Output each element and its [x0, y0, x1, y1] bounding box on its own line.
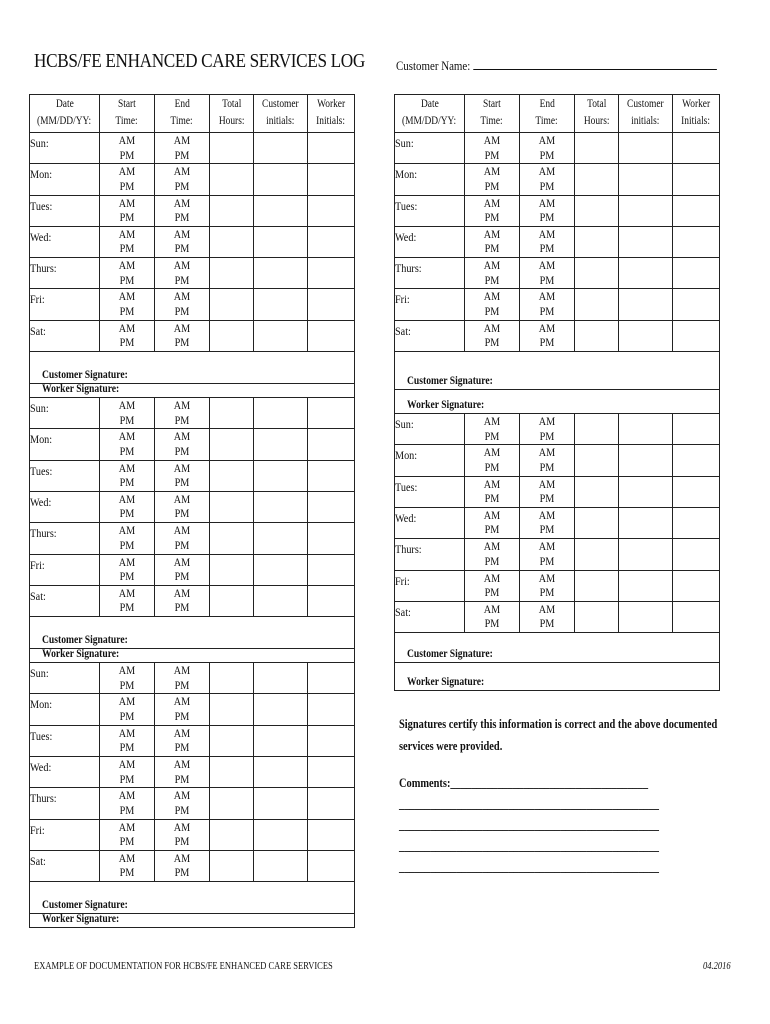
customer-initials-cell[interactable] [254, 663, 308, 694]
end-time-cell[interactable]: AM PM [520, 445, 575, 476]
header-end-time: End Time: [520, 95, 575, 133]
total-hours-cell[interactable] [575, 133, 619, 164]
start-time-cell[interactable]: AM PM [100, 258, 155, 289]
total-hours-cell[interactable] [210, 491, 254, 522]
day-cell[interactable]: Mon: [30, 164, 100, 195]
table-row [395, 570, 720, 601]
worker-initials-cell[interactable] [308, 850, 355, 881]
day-cell[interactable]: Sat: [395, 320, 465, 351]
customer-initials-cell[interactable] [254, 491, 308, 522]
end-time-cell[interactable]: AM PM [155, 819, 210, 850]
day-cell[interactable]: Tues: [395, 476, 465, 507]
customer-initials-cell[interactable] [254, 523, 308, 554]
end-time-cell[interactable]: AM PM [520, 476, 575, 507]
worker-initials-cell[interactable] [308, 398, 355, 429]
header-customer-initials: Customer initials: [254, 95, 308, 133]
day-cell[interactable]: Mon: [395, 445, 465, 476]
day-cell[interactable]: Mon: [30, 429, 100, 460]
start-time-cell[interactable]: AM PM [100, 289, 155, 320]
worker-initials-cell[interactable] [673, 320, 720, 351]
table-row [30, 429, 355, 460]
total-hours-cell[interactable] [210, 694, 254, 725]
start-time-cell[interactable]: AM PM [100, 460, 155, 491]
table-row [30, 554, 355, 585]
worker-initials-cell[interactable] [673, 133, 720, 164]
table-row [30, 523, 355, 554]
start-time-cell[interactable]: AM PM [100, 133, 155, 164]
start-time-cell[interactable]: AM PM [465, 320, 520, 351]
table-row [30, 819, 355, 850]
day-cell[interactable]: Thurs: [30, 523, 100, 554]
header-customer-initials: Customer initials: [619, 95, 673, 133]
customer-name-line[interactable] [473, 58, 717, 70]
worker-signature-field[interactable]: Worker Signature: [30, 384, 355, 398]
end-time-cell[interactable]: AM PM [155, 164, 210, 195]
customer-initials-cell[interactable] [619, 258, 673, 289]
start-time-cell[interactable]: AM PM [465, 164, 520, 195]
end-time-cell[interactable]: AM PM [520, 133, 575, 164]
worker-signature-field[interactable]: Worker Signature: [30, 914, 355, 928]
table-row [395, 539, 720, 570]
customer-signature-field[interactable]: Customer Signature: [30, 617, 355, 649]
worker-signature-field[interactable]: Worker Signature: [30, 649, 355, 663]
total-hours-cell[interactable] [575, 476, 619, 507]
start-time-cell[interactable]: AM PM [100, 788, 155, 819]
end-time-cell[interactable]: AM PM [155, 398, 210, 429]
header-worker-initials: Worker Initials: [673, 95, 720, 133]
total-hours-cell[interactable] [575, 258, 619, 289]
day-cell[interactable]: Sun: [395, 414, 465, 445]
start-time-cell[interactable]: AM PM [100, 850, 155, 881]
worker-initials-cell[interactable] [308, 585, 355, 616]
start-time-cell[interactable]: AM PM [465, 507, 520, 538]
header-date: Date (MM/DD/YY: [395, 95, 465, 133]
total-hours-cell[interactable] [210, 398, 254, 429]
customer-initials-cell[interactable] [619, 570, 673, 601]
day-cell[interactable]: Fri: [30, 554, 100, 585]
total-hours-cell[interactable] [575, 195, 619, 226]
log-table-right [394, 94, 720, 691]
table-row [395, 507, 720, 538]
customer-initials-cell[interactable] [254, 554, 308, 585]
table-row [30, 585, 355, 616]
end-time-cell[interactable]: AM PM [155, 850, 210, 881]
worker-initials-cell[interactable] [308, 523, 355, 554]
customer-initials-cell[interactable] [619, 195, 673, 226]
total-hours-cell[interactable] [210, 133, 254, 164]
worker-initials-cell[interactable] [673, 258, 720, 289]
start-time-cell[interactable]: AM PM [100, 491, 155, 522]
customer-initials-cell[interactable] [254, 725, 308, 756]
table-row [30, 460, 355, 491]
worker-initials-cell[interactable] [308, 819, 355, 850]
table-row [395, 226, 720, 257]
customer-initials-cell[interactable] [619, 164, 673, 195]
customer-initials-cell[interactable] [254, 585, 308, 616]
worker-initials-cell[interactable] [673, 289, 720, 320]
customer-initials-cell[interactable] [254, 195, 308, 226]
total-hours-cell[interactable] [210, 819, 254, 850]
total-hours-cell[interactable] [210, 850, 254, 881]
customer-initials-cell[interactable] [254, 133, 308, 164]
customer-initials-cell[interactable] [254, 289, 308, 320]
table-row [395, 320, 720, 351]
customer-name-field[interactable] [396, 58, 717, 74]
worker-initials-cell[interactable] [673, 601, 720, 632]
day-cell[interactable]: Mon: [30, 694, 100, 725]
customer-initials-cell[interactable] [254, 788, 308, 819]
end-time-cell[interactable]: AM PM [155, 460, 210, 491]
header-total-hours: Total Hours: [210, 95, 254, 133]
end-time-cell[interactable]: AM PM [520, 289, 575, 320]
day-cell[interactable]: Sun: [30, 133, 100, 164]
header-worker-initials: Worker Initials: [308, 95, 355, 133]
customer-initials-cell[interactable] [619, 289, 673, 320]
start-time-cell[interactable]: AM PM [465, 133, 520, 164]
total-hours-cell[interactable] [575, 570, 619, 601]
customer-initials-cell[interactable] [619, 414, 673, 445]
worker-signature-field[interactable]: Worker Signature: [395, 663, 720, 691]
worker-initials-cell[interactable] [308, 133, 355, 164]
table-row [30, 788, 355, 819]
customer-initials-cell[interactable] [254, 398, 308, 429]
total-hours-cell[interactable] [575, 507, 619, 538]
worker-initials-cell[interactable] [308, 460, 355, 491]
total-hours-cell[interactable] [210, 725, 254, 756]
worker-initials-cell[interactable] [308, 788, 355, 819]
total-hours-cell[interactable] [210, 289, 254, 320]
table-row [395, 601, 720, 632]
total-hours-cell[interactable] [210, 429, 254, 460]
end-time-cell[interactable]: AM PM [520, 414, 575, 445]
customer-name-label: Customer Name: [396, 58, 471, 73]
day-cell[interactable]: Tues: [30, 195, 100, 226]
worker-signature-field[interactable]: Worker Signature: [395, 390, 720, 414]
start-time-cell[interactable]: AM PM [100, 195, 155, 226]
total-hours-cell[interactable] [210, 663, 254, 694]
worker-initials-cell[interactable] [308, 554, 355, 585]
total-hours-cell[interactable] [575, 414, 619, 445]
table-row [30, 133, 355, 164]
customer-initials-cell[interactable] [619, 601, 673, 632]
worker-initials-cell[interactable] [673, 164, 720, 195]
customer-initials-cell[interactable] [619, 320, 673, 351]
end-time-cell[interactable]: AM PM [520, 226, 575, 257]
day-cell[interactable]: Wed: [395, 226, 465, 257]
table-row [395, 164, 720, 195]
end-time-cell[interactable]: AM PM [155, 289, 210, 320]
footer-caption: EXAMPLE OF DOCUMENTATION FOR HCBS/FE ENHANCED CARE SERVICES [34, 961, 333, 972]
table-row [30, 850, 355, 881]
start-time-cell[interactable]: AM PM [465, 289, 520, 320]
day-cell[interactable]: Tues: [395, 195, 465, 226]
customer-initials-cell[interactable] [254, 460, 308, 491]
day-cell[interactable]: Sat: [30, 850, 100, 881]
start-time-cell[interactable]: AM PM [100, 694, 155, 725]
table-row [395, 476, 720, 507]
start-time-cell[interactable]: AM PM [465, 476, 520, 507]
customer-initials-cell[interactable] [619, 445, 673, 476]
total-hours-cell[interactable] [210, 320, 254, 351]
total-hours-cell[interactable] [210, 788, 254, 819]
start-time-cell[interactable]: AM PM [100, 398, 155, 429]
worker-initials-cell[interactable] [673, 570, 720, 601]
end-time-cell[interactable]: AM PM [155, 757, 210, 788]
worker-initials-cell[interactable] [673, 539, 720, 570]
header-start-time: Start Time: [465, 95, 520, 133]
total-hours-cell[interactable] [210, 164, 254, 195]
day-cell[interactable]: Thurs: [395, 539, 465, 570]
total-hours-cell[interactable] [210, 195, 254, 226]
end-time-cell[interactable]: AM PM [155, 258, 210, 289]
start-time-cell[interactable]: AM PM [100, 429, 155, 460]
day-cell[interactable]: Wed: [395, 507, 465, 538]
worker-initials-cell[interactable] [308, 757, 355, 788]
worker-initials-cell[interactable] [673, 414, 720, 445]
start-time-cell[interactable]: AM PM [100, 663, 155, 694]
worker-initials-cell[interactable] [308, 258, 355, 289]
customer-initials-cell[interactable] [619, 226, 673, 257]
start-time-cell[interactable]: AM PM [100, 585, 155, 616]
table-row [30, 226, 355, 257]
end-time-cell[interactable]: AM PM [520, 539, 575, 570]
page-title: HCBS/FE ENHANCED CARE SERVICES LOG [34, 50, 365, 72]
comments-label: Comments: [399, 775, 451, 790]
customer-initials-cell[interactable] [254, 429, 308, 460]
table-row [30, 757, 355, 788]
table-row [30, 289, 355, 320]
worker-initials-cell[interactable] [308, 491, 355, 522]
worker-initials-cell[interactable] [673, 226, 720, 257]
header-end-time: End Time: [155, 95, 210, 133]
worker-initials-cell[interactable] [673, 195, 720, 226]
day-cell[interactable]: Wed: [30, 757, 100, 788]
customer-initials-cell[interactable] [254, 757, 308, 788]
day-cell[interactable]: Sat: [395, 601, 465, 632]
table-row [30, 258, 355, 289]
day-cell[interactable]: Fri: [30, 289, 100, 320]
end-time-cell[interactable]: AM PM [155, 694, 210, 725]
start-time-cell[interactable]: AM PM [465, 195, 520, 226]
table-row [395, 289, 720, 320]
end-time-cell[interactable]: AM PM [155, 429, 210, 460]
customer-initials-cell[interactable] [619, 133, 673, 164]
header-total-hours: Total Hours: [575, 95, 619, 133]
customer-initials-cell[interactable] [619, 476, 673, 507]
end-time-cell[interactable]: AM PM [155, 523, 210, 554]
end-time-cell[interactable]: AM PM [520, 570, 575, 601]
footer-version: 04.2016 [703, 961, 731, 972]
customer-initials-cell[interactable] [254, 694, 308, 725]
day-cell[interactable]: Sat: [30, 320, 100, 351]
end-time-cell[interactable]: AM PM [155, 554, 210, 585]
day-cell[interactable]: Thurs: [30, 788, 100, 819]
day-cell[interactable]: Sat: [30, 585, 100, 616]
table-row [30, 320, 355, 351]
customer-initials-cell[interactable] [619, 507, 673, 538]
comments-line[interactable]: __________________________________________________ [399, 817, 659, 832]
customer-initials-cell[interactable] [254, 258, 308, 289]
table-row [395, 195, 720, 226]
end-time-cell[interactable]: AM PM [155, 585, 210, 616]
customer-signature-field[interactable]: Customer Signature: [395, 352, 720, 390]
customer-initials-cell[interactable] [254, 320, 308, 351]
customer-signature-field[interactable]: Customer Signature: [30, 882, 355, 914]
log-table-left [29, 94, 355, 928]
end-time-cell[interactable]: AM PM [520, 507, 575, 538]
worker-initials-cell[interactable] [308, 226, 355, 257]
worker-initials-cell[interactable] [308, 164, 355, 195]
start-time-cell[interactable]: AM PM [100, 757, 155, 788]
table-row [30, 663, 355, 694]
end-time-cell[interactable]: AM PM [520, 258, 575, 289]
end-time-cell[interactable]: AM PM [155, 320, 210, 351]
customer-initials-cell[interactable] [254, 819, 308, 850]
day-cell[interactable]: Thurs: [30, 258, 100, 289]
comments-line[interactable]: ______________________________________ [450, 775, 649, 790]
comments-line[interactable]: __________________________________________________ [399, 796, 659, 811]
worker-initials-cell[interactable] [308, 663, 355, 694]
end-time-cell[interactable]: AM PM [155, 491, 210, 522]
end-time-cell[interactable]: AM PM [155, 195, 210, 226]
end-time-cell[interactable]: AM PM [520, 164, 575, 195]
certification-statement: Signatures certify this information is correct and the above documented services were provided. [399, 716, 718, 753]
header-date: Date (MM/DD/YY: [30, 95, 100, 133]
day-cell[interactable]: Wed: [30, 226, 100, 257]
end-time-cell[interactable]: AM PM [155, 133, 210, 164]
table-row [395, 258, 720, 289]
comments-line[interactable]: __________________________________________________ [399, 838, 659, 853]
total-hours-cell[interactable] [575, 539, 619, 570]
total-hours-cell[interactable] [575, 289, 619, 320]
header-start-time: Start Time: [100, 95, 155, 133]
start-time-cell[interactable]: AM PM [100, 554, 155, 585]
day-cell[interactable]: Fri: [395, 289, 465, 320]
start-time-cell[interactable]: AM PM [100, 819, 155, 850]
start-time-cell[interactable]: AM PM [100, 164, 155, 195]
customer-initials-cell[interactable] [254, 850, 308, 881]
day-cell[interactable]: Tues: [30, 725, 100, 756]
total-hours-cell[interactable] [575, 445, 619, 476]
worker-initials-cell[interactable] [308, 289, 355, 320]
start-time-cell[interactable]: AM PM [100, 320, 155, 351]
day-cell[interactable]: Wed: [30, 491, 100, 522]
customer-initials-cell[interactable] [619, 539, 673, 570]
table-row [395, 133, 720, 164]
start-time-cell[interactable]: AM PM [465, 414, 520, 445]
table-row [30, 491, 355, 522]
end-time-cell[interactable]: AM PM [520, 320, 575, 351]
end-time-cell[interactable]: AM PM [155, 725, 210, 756]
total-hours-cell[interactable] [575, 164, 619, 195]
day-cell[interactable]: Sun: [30, 398, 100, 429]
customer-signature-field[interactable]: Customer Signature: [30, 352, 355, 384]
day-cell[interactable]: Tues: [30, 460, 100, 491]
table-row [30, 725, 355, 756]
worker-initials-cell[interactable] [308, 320, 355, 351]
total-hours-cell[interactable] [210, 523, 254, 554]
day-cell[interactable]: Mon: [395, 164, 465, 195]
total-hours-cell[interactable] [210, 226, 254, 257]
worker-initials-cell[interactable] [673, 507, 720, 538]
day-cell[interactable]: Thurs: [395, 258, 465, 289]
table-row [395, 445, 720, 476]
table-row [30, 164, 355, 195]
worker-initials-cell[interactable] [673, 445, 720, 476]
day-cell[interactable]: Fri: [395, 570, 465, 601]
start-time-cell[interactable]: AM PM [465, 258, 520, 289]
worker-initials-cell[interactable] [308, 429, 355, 460]
start-time-cell[interactable]: AM PM [465, 226, 520, 257]
table-row [30, 195, 355, 226]
customer-signature-field[interactable]: Customer Signature: [395, 633, 720, 663]
end-time-cell[interactable]: AM PM [155, 663, 210, 694]
comments-line[interactable]: __________________________________________________ [399, 859, 659, 874]
total-hours-cell[interactable] [575, 601, 619, 632]
start-time-cell[interactable]: AM PM [100, 523, 155, 554]
customer-initials-cell[interactable] [254, 226, 308, 257]
day-cell[interactable]: Sun: [30, 663, 100, 694]
end-time-cell[interactable]: AM PM [155, 226, 210, 257]
total-hours-cell[interactable] [210, 554, 254, 585]
table-row [30, 398, 355, 429]
end-time-cell[interactable]: AM PM [155, 788, 210, 819]
start-time-cell[interactable]: AM PM [100, 725, 155, 756]
end-time-cell[interactable]: AM PM [520, 195, 575, 226]
worker-initials-cell[interactable] [308, 725, 355, 756]
worker-initials-cell[interactable] [673, 476, 720, 507]
customer-initials-cell[interactable] [254, 164, 308, 195]
worker-initials-cell[interactable] [308, 195, 355, 226]
start-time-cell[interactable]: AM PM [465, 539, 520, 570]
total-hours-cell[interactable] [210, 757, 254, 788]
comments-section[interactable] [399, 772, 659, 877]
end-time-cell[interactable]: AM PM [520, 601, 575, 632]
total-hours-cell[interactable] [210, 460, 254, 491]
start-time-cell[interactable]: AM PM [465, 601, 520, 632]
total-hours-cell[interactable] [575, 320, 619, 351]
total-hours-cell[interactable] [575, 226, 619, 257]
day-cell[interactable]: Fri: [30, 819, 100, 850]
total-hours-cell[interactable] [210, 258, 254, 289]
day-cell[interactable]: Sun: [395, 133, 465, 164]
total-hours-cell[interactable] [210, 585, 254, 616]
start-time-cell[interactable]: AM PM [465, 445, 520, 476]
start-time-cell[interactable]: AM PM [465, 570, 520, 601]
table-row [395, 414, 720, 445]
start-time-cell[interactable]: AM PM [100, 226, 155, 257]
worker-initials-cell[interactable] [308, 694, 355, 725]
table-row [30, 694, 355, 725]
